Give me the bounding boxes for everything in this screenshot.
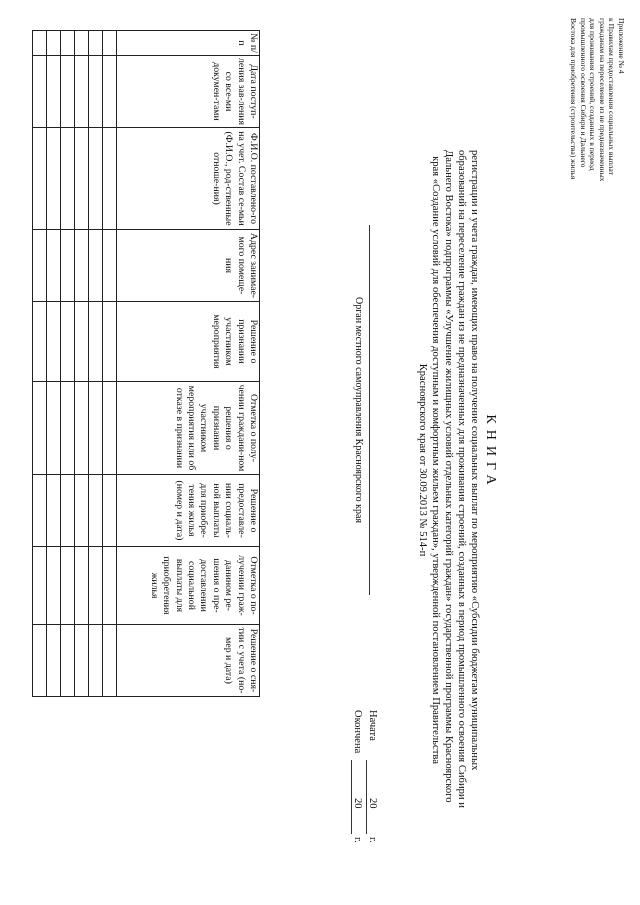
end-year-suffix: г. xyxy=(352,837,363,843)
end-year-fill-line xyxy=(351,814,352,834)
start-year-fill-line xyxy=(366,814,367,834)
start-year-suffix: г. xyxy=(367,837,378,843)
appendix-note xyxy=(568,18,626,268)
table-row xyxy=(61,31,75,697)
start-date-row xyxy=(363,710,378,850)
subtitle-line: образований на переселение граждан из не предназначенных для проживания строений, созданных в период промышленного освоения Сибири и xyxy=(456,150,468,808)
subtitle-line: края «Создание условий для обеспечения доступным и комфортным жильем граждан», утвержденной постановлением Правительства xyxy=(430,156,442,764)
appendix-line: Востока для приобретения (строительства) жилья xyxy=(569,18,579,180)
column-header-full-name-family: Ф.И.О. поставлено-го на учет. Состав се-мьи (Ф.И.О., род-ственные отноше-ния) xyxy=(117,128,260,230)
column-header-application-date: Дата поступ-ления зав-ления со все-ми докумен-тами xyxy=(117,56,260,128)
subtitle-line: Дальнего Востока» подпрограммы «Улучшение жилищных условий отдельных категорий граждан» государственной программы Красноярского xyxy=(443,150,455,803)
table-header-row xyxy=(117,31,260,697)
column-header-decision-receipt-mark: Отметка о полу-чении граждани-ном решения о признании участником мероприятия или об отказе в признании xyxy=(117,382,260,475)
date-fields xyxy=(348,710,378,850)
column-header-number: № п/п xyxy=(117,31,260,56)
column-header-address: Адрес занимае-мого помеще-ния xyxy=(117,230,260,302)
column-header-payment-receipt-mark: Отметка о по-лучении граж-данином ре-шения о пре-доставлении социальной выплаты для приобретения жилья xyxy=(117,547,260,625)
document-title: КНИГА xyxy=(483,414,498,491)
column-header-payment-decision: Решение о предоставле-нии социаль-ной выплаты для приобре-тения жилья (номер и дата) xyxy=(117,475,260,547)
appendix-line: гражданам на переселение из не предназначенных xyxy=(597,18,607,182)
subtitle-line: Красноярского края от 30.09.2013 № 514-п xyxy=(417,363,429,557)
start-date-label: Начата xyxy=(367,710,378,741)
end-date-label: Окончена xyxy=(352,710,363,754)
table-row xyxy=(33,31,47,697)
document-subtitle xyxy=(415,150,480,808)
table-row xyxy=(47,31,61,697)
table-row xyxy=(89,31,103,697)
table-row xyxy=(103,31,117,697)
table-row xyxy=(75,31,89,697)
appendix-line: к Правилам предоставления социальных выплат xyxy=(607,18,617,175)
column-header-participant-decision: Решение о признании участником мероприятия xyxy=(117,302,260,382)
end-year-prefix: 20 xyxy=(352,798,363,809)
appendix-line: для проживания строений, созданных в период xyxy=(588,18,598,171)
start-year-prefix: 20 xyxy=(367,798,378,809)
subtitle-line: регистрации и учета граждан, имеющих право на получение социальных выплат по мероприятию «Субсидии бюджетам муниципальных xyxy=(469,150,480,771)
registration-table xyxy=(32,30,260,697)
appendix-line: промышленного освоения Сибири и Дальнего xyxy=(578,18,588,168)
end-date-row xyxy=(348,710,363,850)
appendix-line: Приложение № 4 xyxy=(617,18,626,74)
column-header-deregistration-decision: Решение о сня-тии с учета (но-мер и дата) xyxy=(117,625,260,697)
org-label: Орган местного самоуправления Красноярского края xyxy=(353,296,364,524)
org-name-fill-line xyxy=(369,225,370,595)
